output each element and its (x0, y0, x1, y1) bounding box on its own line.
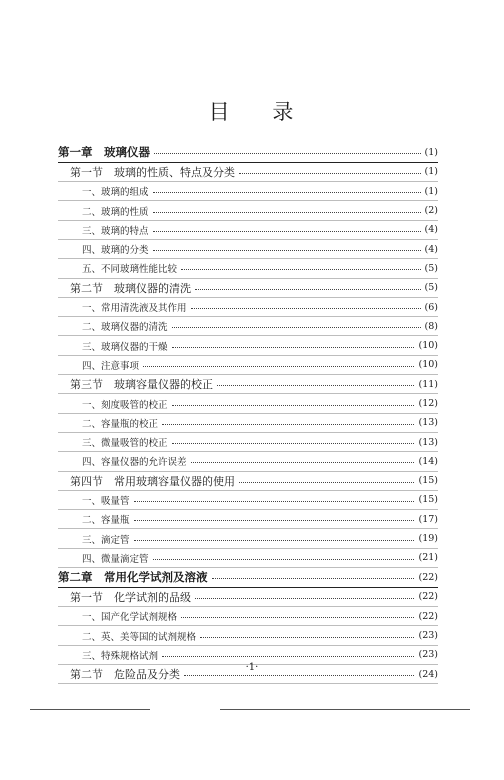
toc-entry-page: (12) (418, 398, 438, 409)
toc-entry-page: (21) (418, 552, 438, 564)
toc-entry-label: 二、容量瓶的校正 (82, 418, 159, 430)
toc-item-row[interactable] (58, 452, 438, 471)
toc-item-row[interactable] (58, 356, 438, 375)
toc-entry-page: (23) (418, 630, 438, 642)
toc-item-row[interactable] (58, 433, 438, 452)
toc-entry-page: (13) (418, 436, 438, 448)
footer-rule-right (220, 709, 470, 710)
toc-item-row[interactable] (58, 182, 438, 201)
dot-leader (195, 289, 421, 290)
toc-item-row[interactable] (58, 626, 438, 645)
toc-entry-label: 一、国产化学试剂规格 (82, 612, 178, 624)
dot-leader (153, 559, 415, 560)
toc-item-row[interactable] (58, 529, 438, 548)
dot-leader (191, 308, 421, 309)
toc-entry-page: (22) (418, 591, 438, 603)
dot-leader (153, 192, 421, 193)
toc-entry-label: 第二节 玻璃仪器的清洗 (70, 281, 191, 295)
dot-leader (153, 231, 421, 232)
toc-entry-label: 一、吸量管 (82, 495, 130, 507)
title-char-2: 录 (272, 100, 296, 124)
toc-item-row[interactable] (58, 549, 438, 568)
toc-item-row[interactable] (58, 414, 438, 433)
toc-entry-page: (8) (424, 320, 438, 332)
dot-leader (239, 173, 421, 174)
toc-section-row[interactable] (58, 588, 438, 607)
dot-leader (191, 462, 415, 463)
toc-item-row[interactable] (58, 607, 438, 626)
toc-chapter-row[interactable] (58, 568, 438, 588)
toc-entry-label: 一、常用清洗液及其作用 (82, 303, 187, 315)
dot-leader (172, 405, 415, 406)
toc-section-row[interactable] (58, 163, 438, 182)
toc-entry-page: (15) (418, 475, 438, 487)
toc-entry-label: 三、特殊规格试剂 (82, 650, 159, 662)
toc-entry-label: 三、滴定管 (82, 534, 130, 546)
toc-entry-label: 第三节 玻璃容量仪器的校正 (70, 378, 213, 392)
dot-leader (200, 637, 414, 638)
toc-entry-label: 二、玻璃仪器的清洗 (82, 322, 168, 334)
dot-leader (162, 424, 414, 425)
dot-leader (154, 153, 421, 154)
toc-entry-page: (6) (424, 301, 438, 313)
dot-leader (239, 482, 414, 483)
toc-entry-label: 三、微量吸管的校正 (82, 438, 168, 450)
dot-leader (195, 598, 414, 599)
toc-entry-page: (2) (424, 205, 438, 217)
toc-entry-page: (1) (424, 146, 438, 158)
dot-leader (153, 250, 421, 251)
dot-leader (153, 212, 421, 213)
toc-entry-page: (19) (418, 533, 438, 545)
toc-entry-label: 一、刻度吸管的校正 (82, 399, 168, 411)
toc-entry-page: (24) (418, 668, 438, 680)
toc-item-row[interactable] (58, 298, 438, 317)
page-number: ·1· (245, 662, 259, 673)
toc-entry-page: (5) (424, 282, 438, 294)
toc-item-row[interactable] (58, 336, 438, 355)
toc-item-row[interactable] (58, 394, 438, 413)
toc-entry-label: 五、不同玻璃性能比较 (82, 264, 178, 276)
dot-leader (181, 269, 421, 270)
toc-entry-page: (23) (418, 649, 438, 661)
toc-chapter-row[interactable] (58, 143, 438, 163)
toc-entry-page: (15) (418, 494, 438, 506)
toc-entry-label: 二、英、美等国的试剂规格 (82, 631, 197, 643)
toc-item-row[interactable] (58, 510, 438, 529)
toc-entry-page: (13) (418, 417, 438, 429)
toc-entry-label: 二、容量瓶 (82, 515, 130, 527)
toc-item-row[interactable] (58, 491, 438, 510)
footer-rule-left (30, 709, 150, 710)
toc-entry-label: 第一章 玻璃仪器 (58, 145, 150, 160)
dot-leader (134, 520, 415, 521)
toc-section-row[interactable] (58, 472, 438, 491)
dot-leader (162, 656, 414, 657)
toc-entry-page: (22) (418, 610, 438, 622)
toc-entry-label: 第一节 化学试剂的品级 (70, 590, 191, 604)
toc-entry-page: (1) (424, 166, 438, 178)
toc-section-row[interactable] (58, 375, 438, 394)
page-title (0, 96, 504, 126)
toc-entry-label: 三、玻璃仪器的干燥 (82, 341, 168, 353)
toc-entry-label: 第二章 常用化学试剂及溶液 (58, 570, 208, 585)
toc-entry-label: 第四节 常用玻璃容量仪器的使用 (70, 474, 235, 488)
toc-entry-label: 四、容量仪器的允许误差 (82, 457, 187, 469)
dot-leader (172, 443, 415, 444)
toc-item-row[interactable] (58, 221, 438, 240)
dot-leader (172, 327, 421, 328)
dot-leader (184, 675, 414, 676)
toc-entry-page: (17) (418, 513, 438, 525)
toc-entry-page: (10) (418, 340, 438, 352)
toc-entry-page: (10) (418, 359, 438, 371)
toc-entry-page: (4) (424, 224, 438, 236)
toc-entry-label: 四、玻璃的分类 (82, 245, 149, 257)
dot-leader (181, 617, 414, 618)
toc-entry-page: (1) (424, 185, 438, 197)
toc-entry-label: 第二节 危险品及分类 (70, 668, 180, 682)
toc-entry-page: (4) (424, 243, 438, 255)
toc-item-row[interactable] (58, 317, 438, 336)
title-char-1: 目 (208, 100, 232, 124)
toc-entry-label: 三、玻璃的特点 (82, 225, 149, 237)
table-of-contents (58, 143, 438, 684)
toc-entry-label: 四、注意事项 (82, 360, 140, 372)
dot-leader (134, 540, 415, 541)
toc-entry-label: 二、玻璃的性质 (82, 206, 149, 218)
dot-leader (172, 347, 415, 348)
toc-entry-page: (5) (424, 262, 438, 274)
toc-item-row[interactable] (58, 259, 438, 278)
toc-entry-label: 四、微量滴定管 (82, 553, 149, 565)
toc-entry-label: 第一节 玻璃的性质、特点及分类 (70, 165, 235, 179)
dot-leader (134, 501, 415, 502)
toc-entry-page: (11) (418, 378, 438, 390)
dot-leader (143, 366, 414, 367)
dot-leader (217, 385, 414, 386)
dot-leader (212, 578, 415, 579)
toc-item-row[interactable] (58, 201, 438, 220)
toc-entry-label: 一、玻璃的组成 (82, 187, 149, 199)
toc-item-row[interactable] (58, 240, 438, 259)
toc-entry-page: (14) (418, 455, 438, 467)
toc-section-row[interactable] (58, 279, 438, 298)
toc-entry-page: (22) (418, 571, 438, 583)
